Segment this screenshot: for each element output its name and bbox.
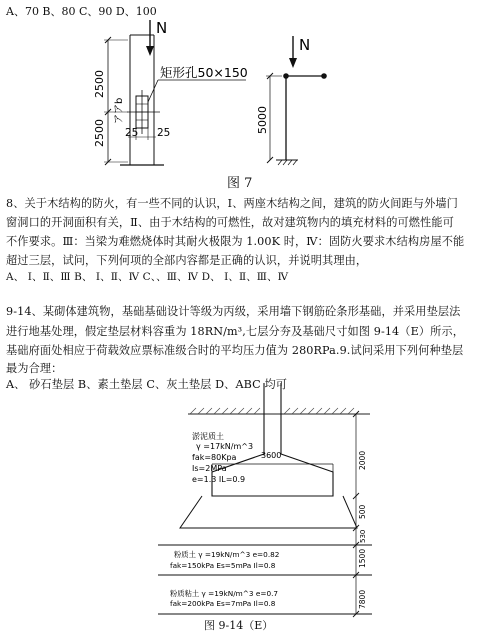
layer1-is: Is=2MPa — [192, 464, 227, 473]
force-arrowhead-right — [289, 58, 297, 68]
layer1-fak: fak=80Kpa — [192, 453, 237, 462]
figure-7 — [0, 0, 486, 200]
depth-label-4: 1500 — [358, 548, 367, 568]
previous-question-options: A、70 B、80 C、90 D、100 — [6, 5, 157, 18]
ground-hatch — [190, 408, 354, 414]
support-hatch — [278, 160, 282, 165]
depth-label-1: 2000 — [358, 450, 367, 470]
question-8-options: A、 Ⅰ、Ⅱ、Ⅲ B、 Ⅰ、Ⅱ、Ⅳ C、、Ⅲ、Ⅳ D、 Ⅰ、Ⅱ、Ⅲ、Ⅳ — [6, 271, 289, 283]
question-914-options: A、 砂石垫层 B、素土垫层 C、灰土垫层 D、ABC 均可 — [6, 378, 288, 391]
footing-width-label: 3600 — [261, 451, 282, 460]
layer1-name: 淤泥质土 — [192, 432, 224, 441]
dimension-b: 25 — [157, 127, 171, 139]
support-hatch — [283, 160, 287, 165]
dimension-a: 25 — [125, 127, 139, 139]
question-914-line-4: 最为合理： — [6, 362, 63, 375]
dimension-top: 2500 — [93, 70, 106, 98]
layer3-line-2: fak=200kPa Es=7mPa Il=0.8 — [170, 599, 276, 608]
question-8-line-1: 8、关于木结构的防火，有一些不同的认识，Ⅰ、两座木结构之间，建筑的防火间距与外墙门 — [6, 197, 458, 210]
question-8-line-3: 不作要求。Ⅲ：当梁为难燃烧体时其耐火极限为 1.00K 时，Ⅳ：固防火要求木结构房屋不能 — [6, 235, 465, 248]
layer3-line-1: 粉质粘土 γ =19kN/m^3 e=0.7 — [170, 589, 279, 598]
question-8-line-4: 超过三层，试问，下列何项的全部内容都是正确的认识，并说明其理由， — [6, 254, 368, 267]
question-914-line-2: 进行地基处理，假定垫层材料容重为 18RN/m³,七层分夯及基础尺寸如图 9-14（E）所示， — [6, 325, 464, 338]
layer2-line-1: 粉质土 γ =19kN/m^3 e=0.82 — [174, 550, 280, 559]
dimension-bottom: 2500 — [93, 119, 106, 147]
depth-ticks — [353, 411, 359, 617]
force-arrowhead-left — [146, 46, 154, 56]
beam-end-node — [321, 73, 327, 79]
layer1-gamma: γ =17kN/m^3 — [196, 442, 254, 451]
question-914-line-1: 9-14、某砌体建筑物，基础基础设计等级为丙级，采用墙下钢筋砼条形基础，并采用垫层法 — [6, 305, 461, 318]
depth-label-3: 530 — [359, 529, 367, 543]
figure-7-caption: 图 7 — [227, 176, 253, 191]
hole-label: 矩形孔50×150 — [160, 65, 248, 80]
layer2-line-2: fak=150kPa Es=5mPa Il=0.8 — [170, 561, 276, 570]
support-hatch — [288, 160, 292, 165]
question-8-line-2: 窗洞口的开洞面积有关，Ⅱ、由于木结构的可燃性，故对建筑物内的填充材料的可燃性能可 — [6, 216, 454, 229]
force-label-left: N — [156, 19, 168, 37]
joint-node — [283, 73, 289, 79]
right-height-label: 5000 — [256, 106, 269, 134]
depth-label-2: 500 — [358, 504, 367, 519]
force-label-right: N — [299, 36, 311, 54]
strip-footing — [212, 454, 333, 496]
question-914-line-3: 基础府面处相应于荷载效应票标准级合时的平均压力值为 280RPa.9.试问采用下列何种垫层 — [6, 344, 464, 357]
depth-label-5: 7800 — [358, 589, 367, 609]
hole-label-leader — [148, 80, 158, 102]
support-hatch — [293, 160, 297, 165]
cushion-layer — [180, 496, 357, 528]
figure-9-14-caption: 图 9-14（E） — [204, 619, 274, 632]
hole-offset-mark: アアb — [114, 97, 125, 124]
layer1-e: e=1.3 IL=0.9 — [192, 475, 246, 484]
